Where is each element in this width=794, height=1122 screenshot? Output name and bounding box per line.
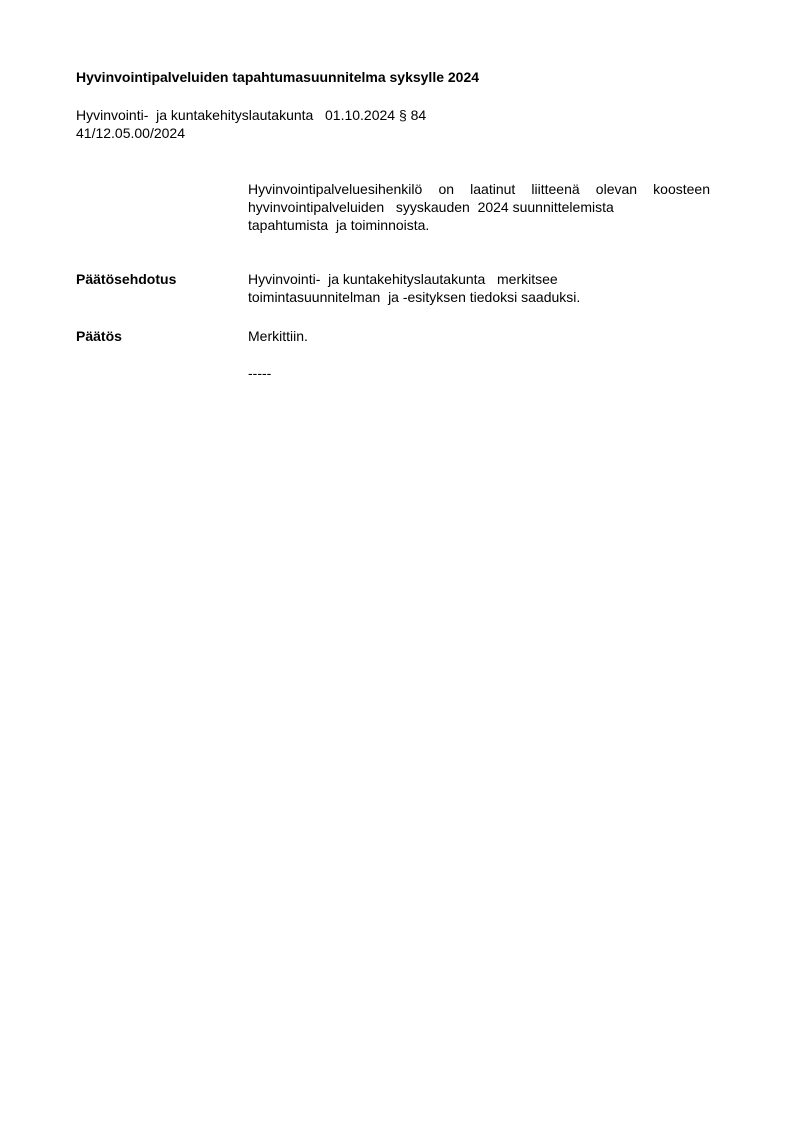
intro-line: tapahtumista ja toiminnoista. xyxy=(248,217,430,233)
decision-label: Päätös xyxy=(76,328,122,344)
proposal-text xyxy=(248,270,710,306)
intro-line: hyvinvointipalveluiden syyskauden 2024 suunnittelemista xyxy=(248,199,614,215)
end-separator: ----- xyxy=(248,365,272,381)
decision-text: Merkittiin. xyxy=(248,328,308,344)
proposal-label: Päätösehdotus xyxy=(76,271,177,287)
proposal-line: Hyvinvointi- ja kuntakehityslautakunta merkitsee xyxy=(248,271,558,287)
introduction-paragraph xyxy=(248,180,710,234)
proposal-line: toimintasuunnitelman ja -esityksen tiedoksi saaduksi. xyxy=(248,289,581,305)
document-title: Hyvinvointipalveluiden tapahtumasuunnitelma syksylle 2024 xyxy=(76,69,480,85)
meeting-line: Hyvinvointi- ja kuntakehityslautakunta 01.10.2024 § 84 xyxy=(76,107,427,123)
intro-line: Hyvinvointipalveluesihenkilö on laatinut liitteenä olevan koosteen xyxy=(248,181,710,197)
diary-number: 41/12.05.00/2024 xyxy=(76,125,185,141)
meeting-reference xyxy=(76,106,426,142)
